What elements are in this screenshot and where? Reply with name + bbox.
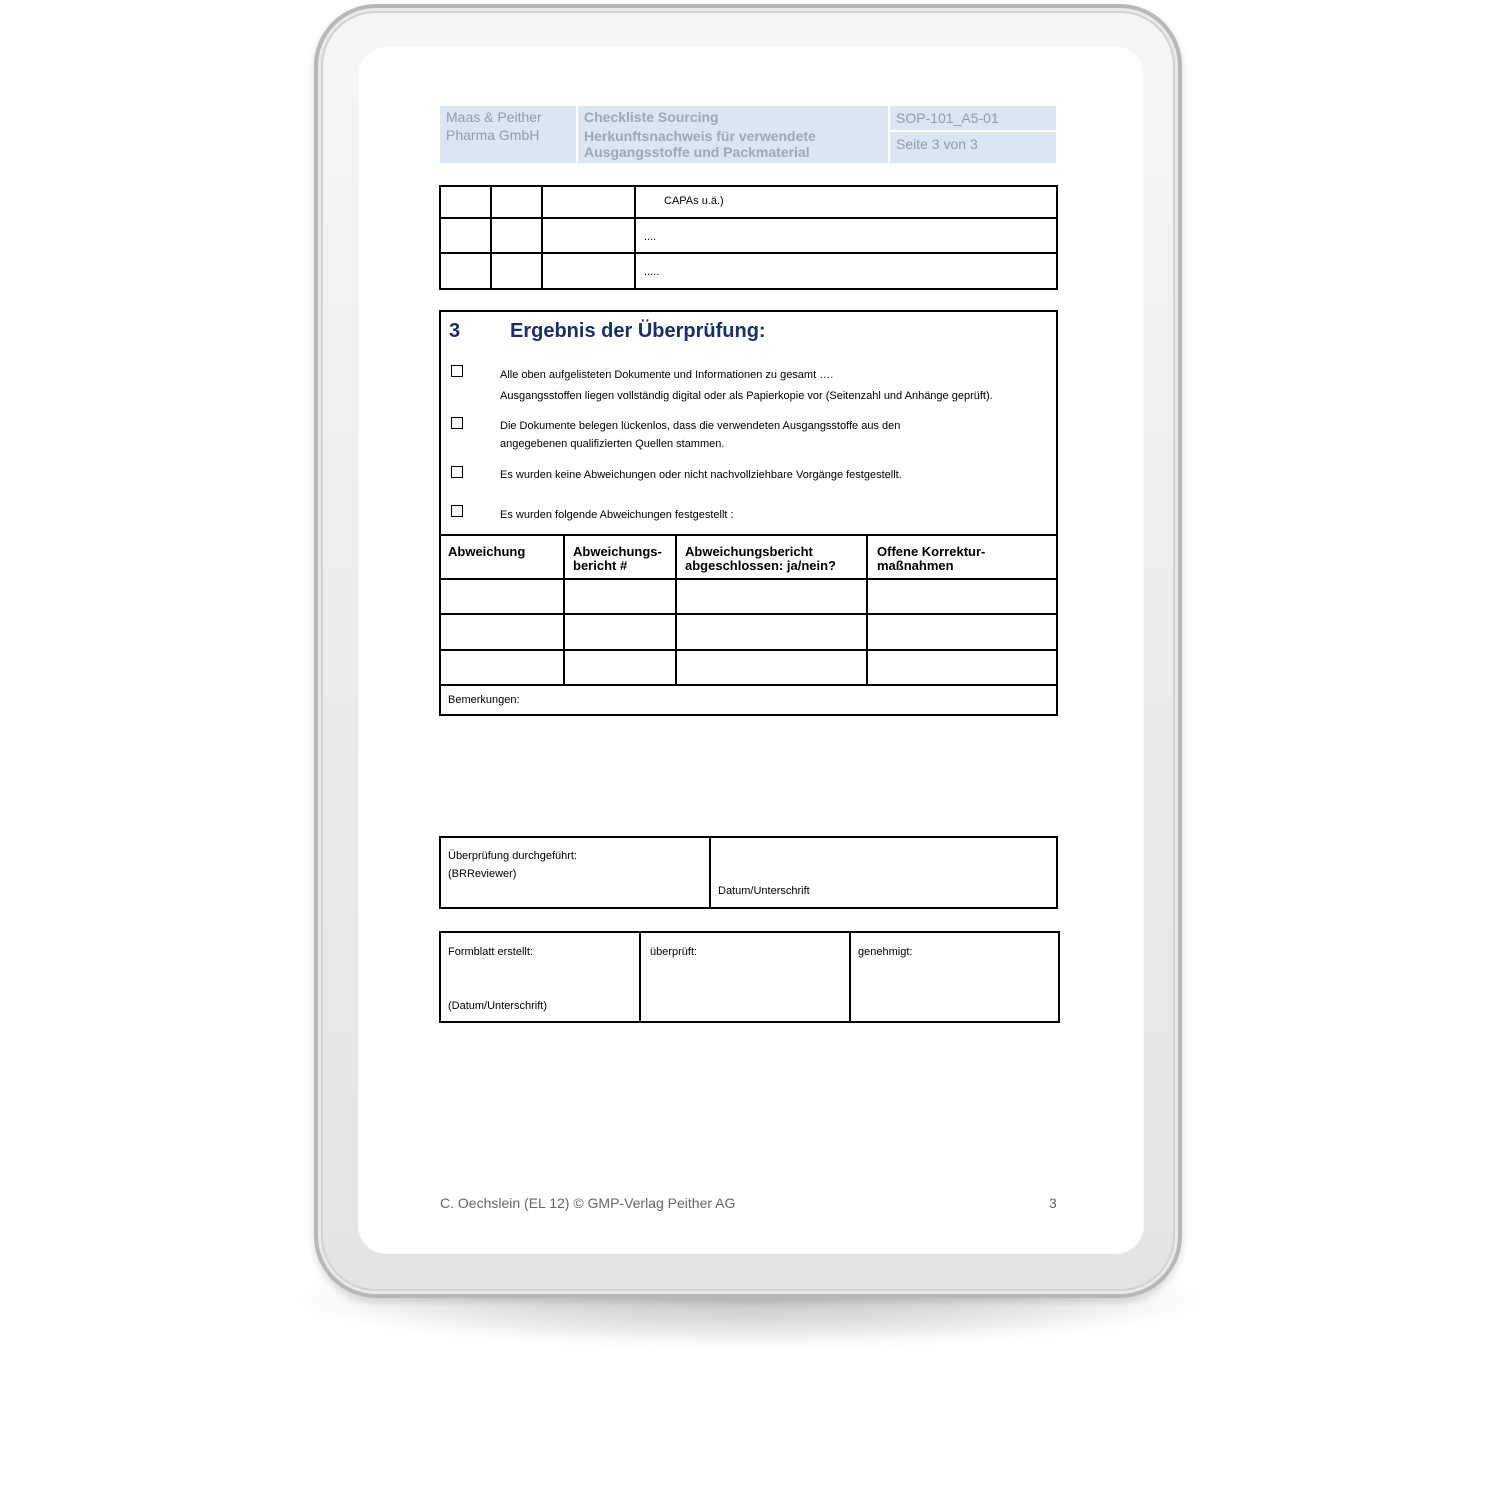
- approval-box-divider: [849, 931, 851, 1023]
- footer-page-number: 3: [1049, 1195, 1057, 1211]
- deviation-table-divider: [675, 534, 677, 685]
- top-table-cell: ....: [644, 231, 657, 243]
- approval-created-sign: (Datum/Unterschrift): [448, 1000, 548, 1012]
- deviation-table-line: [439, 534, 1058, 536]
- section-number: 3: [449, 320, 461, 342]
- deviation-table-line: [439, 649, 1058, 651]
- top-table-divider: [490, 185, 492, 290]
- deviation-table-line: [439, 578, 1058, 580]
- check-sources-text: angegebenen qualifizierten Quellen stammen.: [500, 438, 725, 450]
- header-doc-title: Checkliste Sourcing: [578, 106, 888, 130]
- header-doc-subtitle: Herkunftsnachweis für verwendete Ausgangsstoffe und Packmaterial: [578, 126, 888, 163]
- deviation-table-line: [439, 613, 1058, 615]
- deviation-header-abweichung: Abweichung: [448, 544, 526, 559]
- review-label: Überprüfung durchgeführt: (BRReviewer): [448, 850, 578, 880]
- deviation-header-abgeschlossen: Abweichungsbericht abgeschlossen: ja/nein?: [685, 544, 836, 573]
- check-no-deviation-checkbox[interactable]: [451, 466, 463, 478]
- deviation-table-divider: [563, 534, 565, 685]
- deviation-table-divider: [866, 534, 868, 685]
- deviation-header-korrektur: Offene Korrektur- maßnahmen: [877, 544, 986, 573]
- check-deviation-checkbox[interactable]: [451, 505, 463, 517]
- top-table: [439, 185, 1058, 290]
- check-complete-text: Ausgangsstoffen liegen vollständig digital oder als Papierkopie vor (Seitenzahl und Anhänge geprüft).: [500, 390, 993, 402]
- top-table-cell: CAPAs u.ä.): [664, 195, 724, 207]
- check-sources-checkbox[interactable]: [451, 417, 463, 429]
- top-table-row-line: [439, 252, 1058, 254]
- review-date-sign: Datum/Unterschrift: [718, 885, 810, 897]
- check-deviation-text: Es wurden folgende Abweichungen festgestellt :: [500, 509, 734, 521]
- deviation-table-line: [439, 684, 1058, 686]
- footer-copyright: C. Oechslein (EL 12) © GMP-Verlag Peither AG: [440, 1195, 736, 1211]
- top-table-divider: [541, 185, 543, 290]
- check-sources-text: Die Dokumente belegen lückenlos, dass die verwendeten Ausgangsstoffe aus den: [500, 420, 901, 432]
- header-company: Maas & Peither Pharma GmbH: [440, 106, 576, 163]
- section-title: Ergebnis der Überprüfung:: [510, 320, 766, 342]
- header-page-info: Seite 3 von 3: [890, 132, 1056, 163]
- check-complete-checkbox[interactable]: [451, 365, 463, 377]
- approval-approved-label: genehmigt:: [858, 946, 913, 958]
- top-table-cell: .....: [644, 266, 660, 278]
- remarks-label: Bemerkungen:: [448, 694, 520, 706]
- check-complete-text: Alle oben aufgelisteten Dokumente und Informationen zu gesamt ….: [500, 369, 834, 381]
- top-table-divider: [634, 185, 636, 290]
- header-doc-id: SOP-101_A5-01: [890, 106, 1056, 130]
- check-no-deviation-text: Es wurden keine Abweichungen oder nicht nachvollziehbare Vorgänge festgestellt.: [500, 469, 902, 481]
- approval-created-label: Formblatt erstellt:: [448, 946, 533, 958]
- approval-box-divider: [639, 931, 641, 1023]
- approval-checked-label: überprüft:: [650, 946, 698, 958]
- deviation-header-bericht: Abweichungs- bericht #: [573, 544, 662, 573]
- top-table-row-line: [439, 217, 1058, 219]
- review-box-divider: [709, 836, 711, 909]
